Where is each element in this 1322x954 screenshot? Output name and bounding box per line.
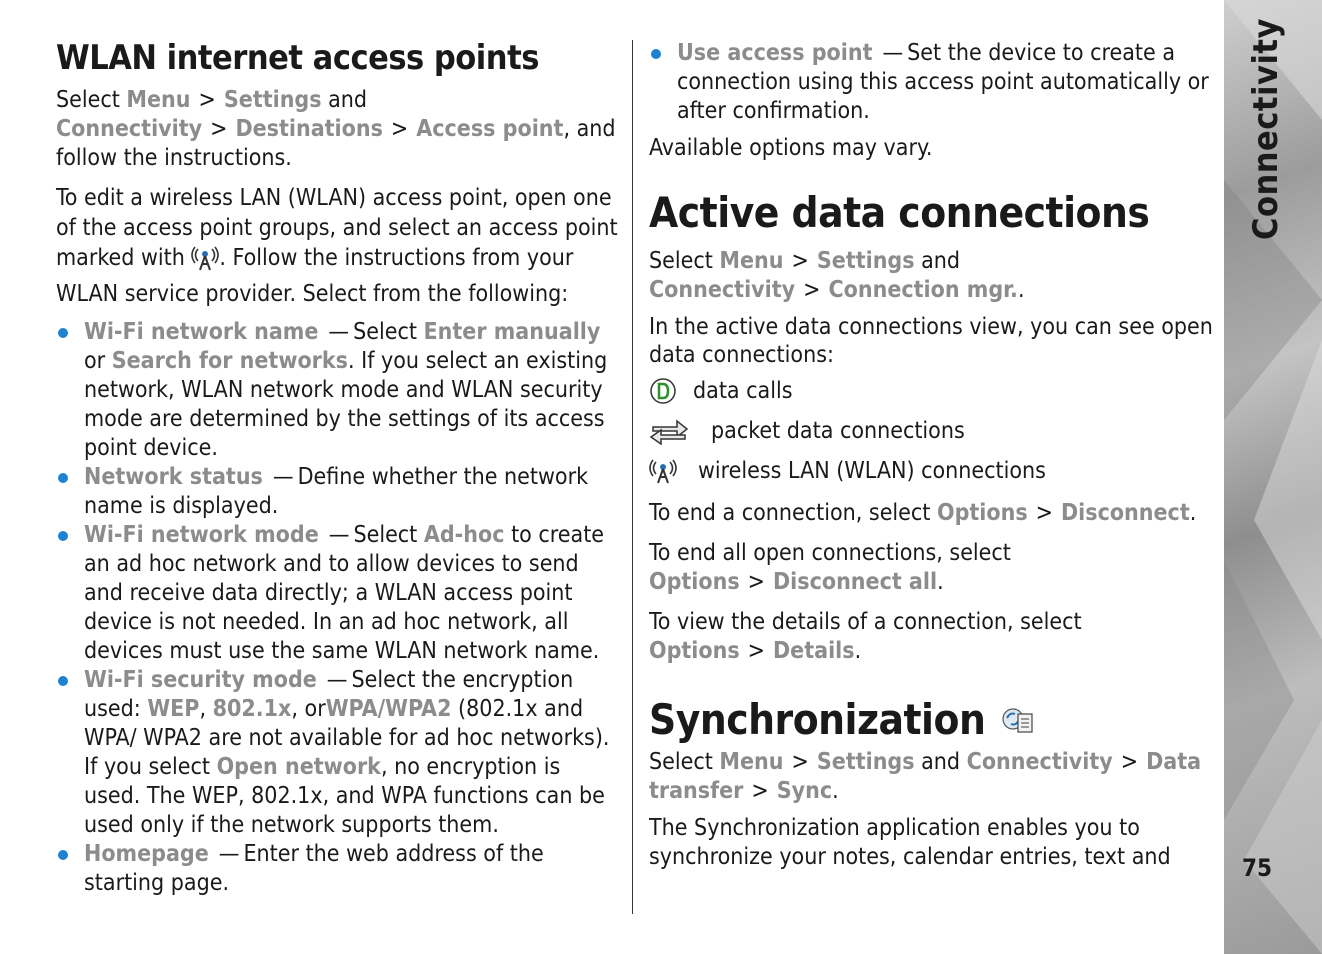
settings-keyword: Settings [223, 87, 322, 113]
destinations-keyword: Destinations [235, 116, 383, 142]
menu-keyword: Menu [719, 749, 784, 775]
wifi-network-name-label: Wi-Fi network name [84, 319, 319, 345]
sync-select-path: Select Menu > Settings and Connectivity > Data transfer > Sync. [649, 749, 1202, 804]
options-keyword: Options [649, 569, 740, 595]
packet-data-row [649, 411, 1215, 451]
connection-mgr-keyword: Connection mgr. [828, 277, 1018, 303]
active-intro: In the active data connections view, you can see open data connections: [649, 314, 1213, 368]
open-network-keyword: Open network [216, 754, 381, 780]
settings-keyword: Settings [816, 248, 915, 274]
wifi-security-mode-label: Wi-Fi security mode [84, 667, 317, 693]
column-divider [632, 40, 633, 914]
list-item: Wi-Fi network mode — Select Ad-hoc to create an ad hoc network and to allow devices to send and receive data directly; a WLAN access point device is not needed. In an ad hoc network, all devices must use the same WLAN network name. [56, 521, 618, 666]
sync-icon [1001, 706, 1035, 734]
connectivity-keyword: Connectivity [966, 749, 1113, 775]
list-item: Network status — Define whether the network name is displayed. [56, 463, 618, 521]
8021x-keyword: 802.1x [212, 696, 292, 722]
left-column [56, 0, 618, 898]
access-point-list [649, 39, 1215, 126]
sync-heading: Synchronization [649, 696, 1215, 744]
list-item: Homepage — Enter the web address of the starting page. [56, 840, 618, 898]
wlan-edit-paragraph: To edit a wireless LAN (WLAN) access point, open one of the access point groups, and select an access point marked with . Follow the instructions from your WLAN service provider. Select from the following: [56, 185, 618, 307]
wep-keyword: WEP [147, 696, 200, 722]
right-column [649, 0, 1215, 872]
wlan-antenna-icon [649, 455, 694, 487]
homepage-label: Homepage [84, 841, 209, 867]
end-connection-text: To end a connection, select Options > Disconnect. [649, 500, 1197, 526]
page-number: 75 [1242, 854, 1273, 882]
network-status-label: Network status [84, 464, 263, 490]
data-calls-row [649, 371, 1215, 411]
disconnect-all-keyword: Disconnect all [773, 569, 938, 595]
connectivity-keyword: Connectivity [56, 116, 203, 142]
wifi-network-mode-label: Wi-Fi network mode [84, 522, 319, 548]
wlan-antenna-icon [191, 245, 219, 279]
wpa-keyword: WPA/WPA2 [325, 696, 452, 722]
sync-keyword: Sync [776, 778, 833, 804]
wlan-settings-list [56, 318, 618, 898]
list-item: Wi-Fi network name — Select Enter manually or Search for networks. If you select an existing network, WLAN network mode and WLAN security mode are determined by the settings of its access point device. [56, 318, 618, 463]
wlan-heading: WLAN internet access points [56, 38, 539, 78]
packet-data-label: packet data connections [711, 417, 965, 444]
disconnect-keyword: Disconnect [1060, 500, 1190, 526]
data-calls-label: data calls [693, 377, 793, 404]
options-keyword: Options [936, 500, 1028, 526]
details-text: To view the details of a connection, select Options > Details. [649, 609, 1082, 664]
options-note: Available options may vary. [649, 135, 933, 161]
data-transfer-keyword: Data transfer [649, 749, 1202, 804]
wlan-select-path: Select Menu > Settings and Connectivity > Destinations > Access point, and follow the instructions. [56, 87, 616, 171]
packet-data-icon [649, 415, 707, 447]
sync-intro: The Synchronization application enables you to synchronize your notes, calendar entries, text and [649, 815, 1171, 870]
search-networks-keyword: Search for networks [111, 348, 348, 374]
menu-keyword: Menu [126, 87, 191, 113]
end-all-text: To end all open connections, select Options > Disconnect all. [649, 540, 1011, 595]
wlan-row [649, 451, 1215, 491]
section-title: Connectivity [1246, 18, 1286, 240]
settings-keyword: Settings [816, 749, 915, 775]
details-keyword: Details [773, 638, 855, 664]
list-item: Use access point — Set the device to create a connection using this access point automatically or after confirmation. [649, 39, 1215, 126]
ad-hoc-keyword: Ad-hoc [423, 522, 505, 548]
section-sidebar [1224, 0, 1322, 954]
options-keyword: Options [649, 638, 740, 664]
access-point-keyword: Access point [416, 116, 564, 142]
connectivity-keyword: Connectivity [649, 277, 796, 303]
menu-keyword: Menu [719, 248, 784, 274]
list-item: Wi-Fi security mode — Select the encryption used: WEP, 802.1x, orWPA/WPA2 (802.1x and WPA/ WPA2 are not available for ad hoc networks). If you select Open network, no encryption is used. The WEP, 802.1x, and WPA functions can be used only if the network supports them. [56, 666, 618, 840]
use-access-point-label: Use access point [677, 40, 873, 66]
enter-manually-keyword: Enter manually [423, 319, 601, 345]
active-select-path: Select Menu > Settings and Connectivity > Connection mgr.. [649, 248, 1025, 303]
data-call-icon [649, 375, 689, 407]
active-connections-heading: Active data connections [649, 188, 1150, 237]
wlan-connections-label: wireless LAN (WLAN) connections [698, 457, 1046, 484]
